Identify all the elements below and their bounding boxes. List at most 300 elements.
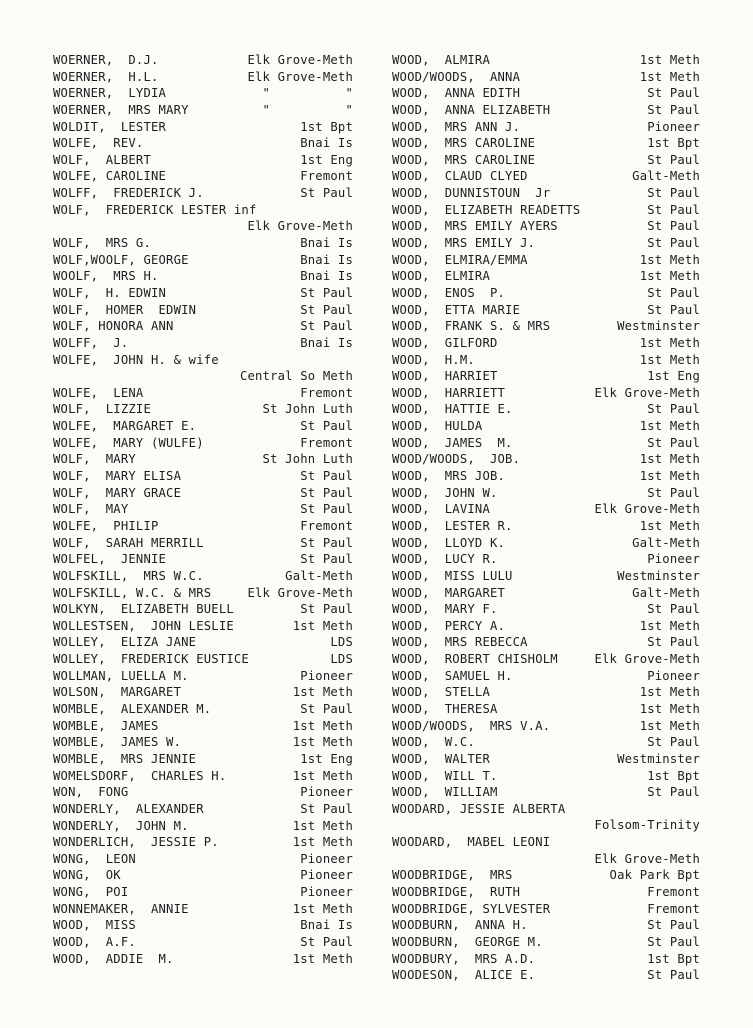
list-item bbox=[392, 535, 700, 552]
entry-name: WOLFE, CAROLINE bbox=[53, 169, 167, 184]
entry-name: WOLF, MRS G. bbox=[53, 236, 151, 251]
entry-church: Pioneer bbox=[647, 668, 700, 683]
entry-church: 1st Meth bbox=[639, 252, 700, 267]
left-column bbox=[53, 52, 353, 967]
entry-church: 1st Meth bbox=[639, 701, 700, 716]
entry-name: WOLFF, FREDERICK J. bbox=[53, 186, 204, 201]
entry-church: St Paul bbox=[300, 502, 353, 517]
entry-name: WOOD, HULDA bbox=[392, 419, 483, 434]
entry-church: 1st Eng bbox=[647, 369, 700, 384]
list-item bbox=[392, 135, 700, 152]
list-item bbox=[53, 618, 353, 635]
entry-name: WOOD, MARY F. bbox=[392, 602, 498, 617]
entry-church: Elk Grove-Meth bbox=[594, 652, 700, 667]
entry-name: WOLF, HONORA ANN bbox=[53, 319, 174, 334]
entry-name: WONG, OK bbox=[53, 868, 121, 883]
entry-name: WOOD, WALTER bbox=[392, 751, 490, 766]
entry-church: Galt-Meth bbox=[632, 535, 700, 550]
list-item bbox=[392, 468, 700, 485]
entry-name: WOERNER, H.L. bbox=[53, 69, 159, 84]
entry-name: WOODBRIDGE, MRS bbox=[392, 868, 513, 883]
list-item bbox=[392, 385, 700, 402]
entry-name: WOLFSKILL, MRS W.C. bbox=[53, 568, 204, 583]
entry-church: " " bbox=[262, 86, 353, 101]
entry-church: Fremont bbox=[300, 169, 353, 184]
list-item bbox=[53, 235, 353, 252]
list-item bbox=[53, 668, 353, 685]
list-item bbox=[392, 418, 700, 435]
entry-name: WOOD, JOHN W. bbox=[392, 485, 498, 500]
entry-church: 1st Meth bbox=[639, 469, 700, 484]
entry-church: LDS bbox=[330, 635, 353, 650]
list-item bbox=[392, 401, 700, 418]
entry-name: WOERNER, MRS MARY bbox=[53, 102, 189, 117]
entry-church: 1st Meth bbox=[639, 53, 700, 67]
list-item bbox=[53, 485, 353, 502]
entry-church: " " bbox=[262, 102, 353, 117]
entry-church: 1st Meth bbox=[292, 835, 353, 850]
entry-name: WOOD, MISS LULU bbox=[392, 568, 513, 583]
list-item bbox=[392, 734, 700, 751]
entry-church: 1st Meth bbox=[292, 901, 353, 916]
entry-name: WOOD, FRANK S. & MRS bbox=[392, 319, 551, 334]
entry-church: Bnai Is bbox=[300, 918, 353, 933]
list-item bbox=[392, 451, 700, 468]
list-item bbox=[53, 102, 353, 119]
list-item bbox=[392, 218, 700, 235]
entry-name: WOLFF, J. bbox=[53, 335, 129, 350]
entry-church: 1st Meth bbox=[639, 718, 700, 733]
list-item bbox=[53, 601, 353, 618]
entry-name: WOOD, JAMES M. bbox=[392, 435, 513, 450]
entry-church: St Paul bbox=[647, 435, 700, 450]
list-item bbox=[392, 435, 700, 452]
list-item bbox=[53, 751, 353, 768]
list-item bbox=[53, 418, 353, 435]
list-item bbox=[392, 751, 700, 768]
list-item bbox=[392, 368, 700, 385]
list-item bbox=[392, 768, 700, 785]
entry-name: WOLF, HOMER EDWIN bbox=[53, 302, 197, 317]
entry-church: Folsom-Trinity bbox=[594, 818, 700, 833]
list-item bbox=[392, 784, 700, 801]
entry-name: WOLFE, MARY (WULFE) bbox=[53, 435, 204, 450]
list-item bbox=[53, 535, 353, 552]
list-item bbox=[392, 601, 700, 618]
entry-name: WOOD, LLOYD K. bbox=[392, 535, 506, 550]
entry-name: WOLF, SARAH MERRILL bbox=[53, 535, 204, 550]
entry-name: WOODBRIDGE, SYLVESTER bbox=[392, 901, 551, 916]
entry-church: 1st Meth bbox=[639, 269, 700, 284]
list-item bbox=[53, 551, 353, 568]
list-item bbox=[392, 684, 700, 701]
list-item bbox=[392, 668, 700, 685]
entry-name: WOODBURY, MRS A.D. bbox=[392, 951, 536, 966]
list-item bbox=[392, 485, 700, 502]
list-item bbox=[392, 801, 700, 834]
entry-church: Pioneer bbox=[300, 885, 353, 900]
entry-name: WONNEMAKER, ANNIE bbox=[53, 901, 189, 916]
entry-name: WOODBURN, GEORGE M. bbox=[392, 934, 543, 949]
list-item bbox=[392, 568, 700, 585]
entry-name: WOLFE, JOHN H. & wife bbox=[53, 352, 219, 367]
right-column bbox=[392, 52, 700, 984]
list-item bbox=[392, 352, 700, 369]
list-item bbox=[53, 168, 353, 185]
entry-name: WOOD, MARGARET bbox=[392, 585, 506, 600]
entry-church: Galt-Meth bbox=[632, 169, 700, 184]
entry-name: WOLLESTSEN, JOHN LESLIE bbox=[53, 618, 234, 633]
entry-name: WOLDIT, LESTER bbox=[53, 119, 167, 134]
entry-name: WOOD, MRS CAROLINE bbox=[392, 136, 536, 151]
entry-church: St Paul bbox=[300, 801, 353, 816]
list-item bbox=[392, 884, 700, 901]
list-item bbox=[53, 651, 353, 668]
entry-name: WOOD, LESTER R. bbox=[392, 518, 513, 533]
entry-name: WOLSON, MARGARET bbox=[53, 685, 182, 700]
entry-church: St Paul bbox=[300, 485, 353, 500]
entry-church: St Paul bbox=[647, 485, 700, 500]
list-item bbox=[392, 168, 700, 185]
entry-name: WOOD, ANNA ELIZABETH bbox=[392, 102, 551, 117]
entry-name: WOOD, MRS EMILY AYERS bbox=[392, 219, 558, 234]
entry-name: WOODARD, MABEL LEONI bbox=[392, 835, 551, 850]
entry-church: 1st Meth bbox=[639, 518, 700, 533]
entry-church: Fremont bbox=[300, 518, 353, 533]
list-item bbox=[53, 285, 353, 302]
entry-name: WOLF, MARY ELISA bbox=[53, 469, 182, 484]
list-item bbox=[53, 718, 353, 735]
list-item bbox=[53, 152, 353, 169]
list-item bbox=[392, 235, 700, 252]
list-item bbox=[392, 119, 700, 136]
list-item bbox=[53, 52, 353, 69]
entry-name: WOOLF, MRS H. bbox=[53, 269, 159, 284]
entry-church: Bnai Is bbox=[300, 252, 353, 267]
entry-church: Pioneer bbox=[647, 119, 700, 134]
list-item bbox=[53, 69, 353, 86]
list-item bbox=[53, 268, 353, 285]
entry-name: WOOD, ANNA EDITH bbox=[392, 86, 521, 101]
entry-church: St Paul bbox=[300, 302, 353, 317]
list-item bbox=[392, 551, 700, 568]
entry-name: WOMBLE, ALEXANDER M. bbox=[53, 702, 212, 717]
entry-church: St John Luth bbox=[262, 402, 353, 417]
entry-church: St Paul bbox=[647, 968, 700, 983]
list-item bbox=[392, 85, 700, 102]
entry-church: St Paul bbox=[647, 152, 700, 167]
list-item bbox=[53, 202, 353, 235]
entry-church: St Paul bbox=[647, 202, 700, 217]
entry-name: WOOD, ELMIRA bbox=[392, 269, 490, 284]
entry-church: Elk Grove-Meth bbox=[247, 53, 353, 67]
list-item bbox=[392, 285, 700, 302]
entry-name: WOMBLE, JAMES W. bbox=[53, 735, 182, 750]
entry-name: WONG, LEON bbox=[53, 851, 136, 866]
entry-church: Elk Grove-Meth bbox=[247, 585, 353, 600]
entry-name: WOERNER, LYDIA bbox=[53, 86, 167, 101]
list-item bbox=[392, 967, 700, 984]
entry-name: WON, FONG bbox=[53, 785, 129, 800]
entry-name: WOOD, H.M. bbox=[392, 352, 475, 367]
list-item bbox=[392, 202, 700, 219]
entry-church: Bnai Is bbox=[300, 269, 353, 284]
list-item bbox=[392, 102, 700, 119]
entry-church: Galt-Meth bbox=[285, 568, 353, 583]
entry-church: Elk Grove-Meth bbox=[594, 502, 700, 517]
list-item bbox=[53, 934, 353, 951]
entry-name: WOOD, HARRIETT bbox=[392, 385, 506, 400]
list-item bbox=[392, 834, 700, 867]
list-item bbox=[392, 901, 700, 918]
entry-church: Fremont bbox=[647, 885, 700, 900]
list-item bbox=[53, 568, 353, 585]
list-item bbox=[53, 119, 353, 136]
entry-name: WOOD, LAVINA bbox=[392, 502, 490, 517]
entry-name: WOOD, ELIZABETH READETTS bbox=[392, 202, 581, 217]
list-item bbox=[53, 917, 353, 934]
list-item bbox=[392, 302, 700, 319]
list-item bbox=[53, 867, 353, 884]
list-item bbox=[53, 951, 353, 968]
entry-church: St Paul bbox=[300, 535, 353, 550]
entry-church: St Paul bbox=[647, 102, 700, 117]
list-item bbox=[53, 834, 353, 851]
entry-name: WOODESON, ALICE E. bbox=[392, 968, 536, 983]
entry-name: WOOD/WOODS, ANNA bbox=[392, 69, 521, 84]
list-item bbox=[53, 585, 353, 602]
entry-name: WOLF, H. EDWIN bbox=[53, 285, 167, 300]
entry-church: Elk Grove-Meth bbox=[247, 219, 353, 234]
list-item bbox=[392, 585, 700, 602]
entry-church: St Paul bbox=[647, 602, 700, 617]
entry-name: WOOD, HATTIE E. bbox=[392, 402, 513, 417]
entry-name: WOOD, PERCY A. bbox=[392, 618, 506, 633]
entry-name: WOODARD, JESSIE ALBERTA bbox=[392, 801, 566, 816]
list-item bbox=[53, 768, 353, 785]
entry-name: WOOD/WOODS, JOB. bbox=[392, 452, 521, 467]
entry-church: St Paul bbox=[300, 186, 353, 201]
entry-church: Central So Meth bbox=[239, 369, 353, 384]
entry-church: Galt-Meth bbox=[632, 585, 700, 600]
entry-church: 1st Meth bbox=[292, 768, 353, 783]
list-item bbox=[53, 901, 353, 918]
entry-name: WOLKYN, ELIZABETH BUELL bbox=[53, 602, 234, 617]
entry-church: St Paul bbox=[647, 186, 700, 201]
entry-name: WOOD, STELLA bbox=[392, 685, 490, 700]
entry-name: WOLLEY, FREDERICK EUSTICE bbox=[53, 652, 249, 667]
entry-church: 1st Bpt bbox=[647, 136, 700, 151]
entry-name: WOOD, MRS REBECCA bbox=[392, 635, 528, 650]
entry-church: 1st Meth bbox=[292, 735, 353, 750]
entry-church: St Paul bbox=[647, 236, 700, 251]
list-item bbox=[392, 152, 700, 169]
entry-name: WONDERLY, JOHN M. bbox=[53, 818, 189, 833]
entry-church: Westminster bbox=[617, 319, 700, 334]
entry-name: WOOD, WILLIAM bbox=[392, 785, 498, 800]
entry-church: St Paul bbox=[647, 635, 700, 650]
list-item bbox=[53, 451, 353, 468]
list-item bbox=[392, 185, 700, 202]
list-item bbox=[53, 501, 353, 518]
list-item bbox=[53, 135, 353, 152]
entry-church: Fremont bbox=[300, 435, 353, 450]
entry-church: St Paul bbox=[300, 419, 353, 434]
entry-church: Elk Grove-Meth bbox=[247, 69, 353, 84]
list-item bbox=[53, 435, 353, 452]
entry-name: WOOD, W.C. bbox=[392, 735, 475, 750]
entry-name: WOOD, MRS ANN J. bbox=[392, 119, 521, 134]
entry-name: WOLLMAN, LUELLA M. bbox=[53, 668, 189, 683]
list-item bbox=[392, 651, 700, 668]
entry-name: WOMBLE, JAMES bbox=[53, 718, 159, 733]
entry-name: WOLFE, REV. bbox=[53, 136, 144, 151]
entry-name: WOLF, FREDERICK LESTER inf bbox=[53, 202, 257, 217]
entry-church: Fremont bbox=[300, 385, 353, 400]
list-item bbox=[53, 701, 353, 718]
entry-church: Pioneer bbox=[300, 668, 353, 683]
list-item bbox=[53, 684, 353, 701]
entry-church: Westminster bbox=[617, 568, 700, 583]
list-item bbox=[392, 69, 700, 86]
entry-church: 1st Bpt bbox=[300, 119, 353, 134]
list-item bbox=[53, 634, 353, 651]
entry-name: WOOD, LUCY R. bbox=[392, 552, 498, 567]
entry-church: St Paul bbox=[300, 702, 353, 717]
list-item bbox=[53, 734, 353, 751]
entry-church: St Paul bbox=[300, 469, 353, 484]
entry-name: WOODBRIDGE, RUTH bbox=[392, 885, 521, 900]
entry-church: St Paul bbox=[300, 319, 353, 334]
entry-church: St Paul bbox=[647, 735, 700, 750]
entry-name: WOOD, ELMIRA/EMMA bbox=[392, 252, 528, 267]
list-item bbox=[53, 335, 353, 352]
entry-name: WOOD, MRS CAROLINE bbox=[392, 152, 536, 167]
entry-name: WOMELSDORF, CHARLES H. bbox=[53, 768, 227, 783]
list-item bbox=[53, 401, 353, 418]
entry-name: WOOD, ADDIE M. bbox=[53, 951, 174, 966]
list-item bbox=[392, 501, 700, 518]
entry-name: WOLFE, LENA bbox=[53, 385, 144, 400]
list-item bbox=[53, 352, 353, 385]
entry-name: WOOD, ETTA MARIE bbox=[392, 302, 521, 317]
entry-name: WONDERLICH, JESSIE P. bbox=[53, 835, 219, 850]
list-item bbox=[53, 851, 353, 868]
entry-church: 1st Meth bbox=[639, 685, 700, 700]
entry-church: 1st Meth bbox=[292, 951, 353, 966]
list-item bbox=[53, 302, 353, 319]
list-item bbox=[392, 867, 700, 884]
list-item bbox=[392, 618, 700, 635]
entry-church: 1st Bpt bbox=[647, 768, 700, 783]
list-item bbox=[392, 917, 700, 934]
entry-name: WOLFE, MARGARET E. bbox=[53, 419, 197, 434]
entry-name: WONG, POI bbox=[53, 885, 129, 900]
entry-church: 1st Meth bbox=[292, 618, 353, 633]
list-item bbox=[53, 385, 353, 402]
entry-church: St Paul bbox=[647, 402, 700, 417]
entry-church: St Paul bbox=[300, 602, 353, 617]
entry-name: WOOD, HARRIET bbox=[392, 369, 498, 384]
entry-church: St Paul bbox=[647, 785, 700, 800]
entry-church: 1st Meth bbox=[639, 618, 700, 633]
entry-church: Pioneer bbox=[300, 785, 353, 800]
entry-church: St Paul bbox=[647, 934, 700, 949]
entry-name: WOOD, GILFORD bbox=[392, 335, 498, 350]
entry-church: St Paul bbox=[647, 219, 700, 234]
entry-church: 1st Eng bbox=[300, 152, 353, 167]
list-item bbox=[392, 268, 700, 285]
entry-name: WOOD, WILL T. bbox=[392, 768, 498, 783]
list-item bbox=[53, 85, 353, 102]
entry-church: St Paul bbox=[647, 86, 700, 101]
entry-name: WOLFSKILL, W.C. & MRS bbox=[53, 585, 212, 600]
list-item bbox=[53, 784, 353, 801]
entry-name: WOLF, MARY GRACE bbox=[53, 485, 182, 500]
entry-name: WOOD, CLAUD CLYED bbox=[392, 169, 528, 184]
list-item bbox=[392, 951, 700, 968]
entry-church: St Paul bbox=[300, 285, 353, 300]
entry-name: WOOD, ENOS P. bbox=[392, 285, 506, 300]
entry-name: WOLF,WOOLF, GEORGE bbox=[53, 252, 189, 267]
list-item bbox=[392, 52, 700, 69]
entry-church: 1st Meth bbox=[292, 818, 353, 833]
entry-church: St John Luth bbox=[262, 452, 353, 467]
entry-name: WOOD, THERESA bbox=[392, 701, 498, 716]
entry-church: Elk Grove-Meth bbox=[594, 851, 700, 866]
entry-name: WOOD, MRS JOB. bbox=[392, 469, 506, 484]
entry-church: St Paul bbox=[647, 302, 700, 317]
entry-church: Oak Park Bpt bbox=[609, 868, 700, 883]
entry-church: 1st Meth bbox=[639, 352, 700, 367]
list-item bbox=[53, 801, 353, 818]
entry-church: LDS bbox=[330, 652, 353, 667]
entry-church: St Paul bbox=[647, 918, 700, 933]
entry-church: Elk Grove-Meth bbox=[594, 385, 700, 400]
list-item bbox=[392, 252, 700, 269]
entry-name: WOOD, SAMUEL H. bbox=[392, 668, 513, 683]
entry-church: 1st Meth bbox=[292, 685, 353, 700]
list-item bbox=[53, 518, 353, 535]
list-item bbox=[53, 468, 353, 485]
entry-name: WOERNER, D.J. bbox=[53, 53, 159, 67]
entry-church: Bnai Is bbox=[300, 136, 353, 151]
list-item bbox=[53, 818, 353, 835]
entry-church: Bnai Is bbox=[300, 236, 353, 251]
entry-name: WOLLEY, ELIZA JANE bbox=[53, 635, 197, 650]
list-item bbox=[392, 701, 700, 718]
entry-church: Bnai Is bbox=[300, 335, 353, 350]
list-item bbox=[392, 718, 700, 735]
entry-church: St Paul bbox=[300, 934, 353, 949]
entry-church: St Paul bbox=[647, 285, 700, 300]
entry-church: 1st Meth bbox=[639, 419, 700, 434]
entry-church: Pioneer bbox=[300, 851, 353, 866]
list-item bbox=[53, 252, 353, 269]
entry-name: WOLFE, PHILIP bbox=[53, 518, 159, 533]
entry-church: 1st Meth bbox=[639, 452, 700, 467]
list-item bbox=[53, 185, 353, 202]
entry-name: WOOD, A.F. bbox=[53, 934, 136, 949]
list-item bbox=[392, 335, 700, 352]
entry-name: WOLF, MAY bbox=[53, 502, 129, 517]
entry-name: WOOD, DUNNISTOUN Jr bbox=[392, 186, 551, 201]
entry-church: 1st Meth bbox=[639, 69, 700, 84]
entry-church: Pioneer bbox=[647, 552, 700, 567]
entry-church: 1st Meth bbox=[292, 718, 353, 733]
entry-church: Westminster bbox=[617, 751, 700, 766]
list-item bbox=[53, 884, 353, 901]
